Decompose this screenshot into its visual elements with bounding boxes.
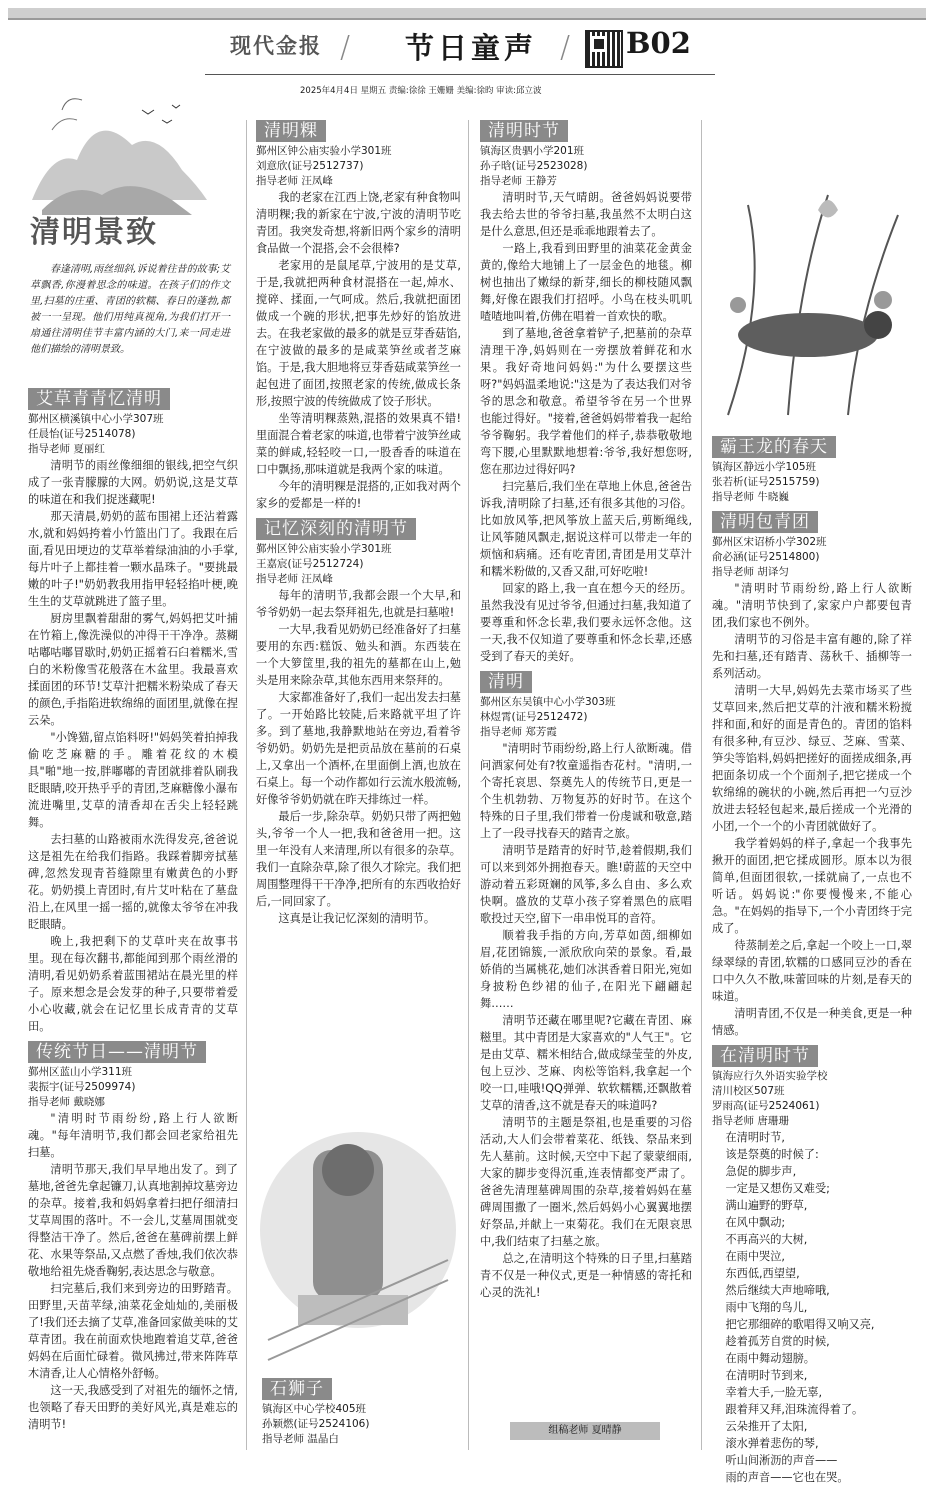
paragraph: 晚上,我把剩下的艾草叶夹在故事书里。现在每次翻书,都能闻到那个雨丝滑的清明,看见奶奶系着蓝围裙站在晨光里的样子。原来想念是会发芽的种子,只要带着爱小心收藏,就会在记忆里长成青青的艾草田。 xyxy=(28,935,238,1033)
poem-line: 在清明时节到来, xyxy=(725,1369,808,1382)
teacher: 指导老师 汪凤峰 xyxy=(256,175,333,187)
artwork-title: 石狮子 xyxy=(262,1378,332,1400)
teacher: 指导老师 夏丽红 xyxy=(28,443,105,455)
teacher: 指导老师 唐珊珊 xyxy=(712,1115,789,1127)
poem-line: 雨中飞翔的鸟儿, xyxy=(725,1301,808,1314)
brand-name: 现代金报 xyxy=(230,33,322,58)
teacher: 指导老师 温晶白 xyxy=(262,1433,339,1445)
paragraph: 扫完墓后,我们坐在草地上休息,爸爸告诉我,清明除了扫墓,还有很多其他的习俗。比如放风筝,把风筝放上蓝天后,剪断绳线,让风筝随风飘走,据说这样可以带走一年的烦恼和病痛。还有吃青团,青团是用艾草汁和糯米粉做的,又香又甜,可好吃啦! xyxy=(480,480,692,578)
page-number: B02 xyxy=(626,26,691,60)
paragraph: 清明节的主题是祭祖,也是重要的习俗活动,大人们会带着菜花、纸钱、祭品来到先人墓前。这时候,天空中下起了蒙蒙细雨,大家的脚步变得沉重,连表情都变严肃了。爸爸先清理墓碑周围的杂草,接着妈妈在墓碑周围撒了一圈米,然后妈妈小心翼翼地摆好祭品,并献上一束菊花。我们在无限哀思中,我们结束了扫墓之旅。 xyxy=(480,1116,692,1248)
paragraph: 顺着我手指的方向,芳草如茵,细柳如眉,花团锦簇,一派欣欣向荣的景象。看,最娇俏的当属桃花,她们冰淇香着日阳光,宛如身披粉色纱裙的仙子,在阳光下翩翩起舞…… xyxy=(480,929,692,1010)
intro-text: 春逢清明,雨丝细斜,诉说着往昔的故事;艾草飘香,你漫着思念的味道。在孩子们的作文里,扫墓的庄重、青团的软糯、春日的蓬勃,都被一一呈现。他们用纯真视角,为我们打开一扇通往清明佳节丰富内涵的大门,来一同走进他们描绘的清明景致。 xyxy=(30,264,230,355)
poem-line: 该是祭奠的时候了: xyxy=(725,1148,819,1161)
artwork-title: 霸王龙的春天 xyxy=(712,436,836,458)
paragraph: 我的老家在江西上饶,老家有种食物叫清明粿;我的新家在宁波,宁波的清明节吃青团。我突发奇想,将新旧两个家乡的清明食品做一个混搭,会不会很棒? xyxy=(256,191,461,255)
paragraph: "清明时节雨纷纷,路上行人欲断魂。"清明节快到了,家家户户都要包青团,我们家也不例外。 xyxy=(712,582,912,629)
paragraph: 最后一步,除杂草。奶奶只带了两把勉头,爷爷一个人一把,我和爸爸用一把。这里一年没有人来清理,所以有很多的杂草。我们一直除杂草,除了很久才除完。我们把周围整理得干干净净,把所有的东西收拾好后,一同回家了。 xyxy=(256,810,461,908)
author: 张若析(证号2515759) xyxy=(712,476,820,488)
teacher: 指导老师 牛晓巍 xyxy=(712,491,789,503)
author: 任晨怡(证号2514078) xyxy=(28,428,136,440)
paragraph: 到了墓地,爸爸拿着铲子,把墓前的杂草清理干净,妈妈则在一旁摆放着鲜花和水果。我好奇地问妈妈:"为什么要摆这些呀?"妈妈温柔地说:"这是为了表达我们对爷爷的思念和敬意。希望爷爷在另一个世界也能过得好。"接着,爸爸妈妈带着我一起给爷爷鞠躬。我学着他们的样子,恭恭敬敬地弯下腰,心里默默地想着:爷爷,我好想您呀,您在那边过得好吗? xyxy=(480,327,692,476)
paragraph: 清明节的习俗是丰富有趣的,除了祥先和扫墓,还有踏青、荡秋千、插柳等一系列活动。 xyxy=(712,633,912,680)
paragraph: 去扫墓的山路被雨水洗得发亮,爸爸说这是祖先在给我们指路。我踩着脚旁拭墓碑,忽然发现青苔缝隙里有嫩黄色的小野花。奶奶摸上青团时,有片艾叶粘在了墓盘沿上,在风里一摇一摇的,就像太爷爷在冲我眨眼睛。 xyxy=(28,833,238,931)
paragraph: 大家都准备好了,我们一起出发去扫墓了。一开始路比较陡,后来路就平坦了许多。到了墓地,我静默地站在旁边,看着爷爷奶奶。奶奶先是把贡品放在墓前的石桌上,又拿出一个酒杯,在里面倒上酒,也放在石桌上。每一个动作都如行云流水般流畅,好像爷爷奶奶就在昨天排练过一样。 xyxy=(256,691,461,806)
paragraph: 坐等清明粿蒸熟,混搭的效果真不错!里面混合着老家的味道,也带着宁波笋丝咸菜的鲜咸,轻轻咬一口,一股香香的味道在口中飘扬,那味道就是我两个家的味道。 xyxy=(256,412,461,476)
school: 鄞州区东吴镇中心小学303班 xyxy=(480,696,616,708)
poem-line: 然后继续大声地啼哦, xyxy=(725,1284,830,1297)
school-campus: 清川校区507班 xyxy=(712,1085,785,1097)
article-title: 在清明时节 xyxy=(712,1045,818,1067)
article-title: 清明时节 xyxy=(480,120,568,142)
dragon-drawing xyxy=(708,175,918,425)
author: 孙颖燃(证号2524106) xyxy=(262,1418,370,1430)
feature-intro xyxy=(30,262,230,358)
school: 鄞州区钟公庙实验小学301班 xyxy=(256,145,392,157)
masthead-rule xyxy=(205,74,715,75)
poem-line: 不再高兴的大树, xyxy=(725,1233,808,1246)
poem-line: 雨的声音——它也在哭。 xyxy=(725,1471,849,1484)
masthead xyxy=(160,26,720,70)
column-divider xyxy=(468,120,469,1450)
top-rule xyxy=(8,8,926,20)
column-2 xyxy=(256,114,461,927)
author: 罗雨高(证号2524061) xyxy=(712,1100,820,1112)
poem-body xyxy=(712,1129,912,1486)
poem-line: 跟着拜又拜,泪珠流得着了。 xyxy=(725,1403,864,1416)
paragraph: 清明时节,天气晴朗。爸爸妈妈说要带我去给去世的爷爷扫墓,我虽然不太明白这是什么意思,但还是乖乖地跟着去了。 xyxy=(480,191,692,238)
column-4 xyxy=(712,430,912,1486)
paragraph: 回家的路上,我一直在想今天的经历。虽然我没有见过爷爷,但通过扫墓,我知道了要尊重和怀念长辈,我们要永远怀念他。这一天,我不仅知道了要尊重和怀念长辈,还感受到了春天的美好。 xyxy=(480,582,692,663)
teacher: 指导老师 汪凤峰 xyxy=(256,573,333,585)
paragraph: 一大早,我看见奶奶已经准备好了扫墓要用的东西:糕饭、勉头和酒。东西装在一个大箩筐里,我的祖先的墓都在山上,勉头是用来除杂草,其他东西用来祭拜的。 xyxy=(256,623,461,687)
author: 刘意欣(证号2512737) xyxy=(256,160,364,172)
section-title: 节日童声 xyxy=(405,31,538,65)
article-title: 清明 xyxy=(480,671,532,693)
paragraph: "清明时节雨纷纷,路上行人欲断魂。"每年清明节,我们都会回老家给祖先扫墓。 xyxy=(28,1112,238,1159)
paragraph: "清明时节雨纷纷,路上行人欲断魂。借问酒家何处有?牧童遥指杏花村。"清明,一个寄托哀思、祭奠先人的传统节日,更是一个生机勃勃、万物复苏的好时节。在这个特殊的日子里,我们带着一份虔诚和敬意,踏上了一段寻找春天的踏青之旅。 xyxy=(480,742,692,840)
poem-line: 把它那细碎的歌唱得又响又亮, xyxy=(725,1318,875,1331)
article-title: 艾草青青忆清明 xyxy=(28,388,170,410)
poem-line: 滚水弹着悲伤的琴, xyxy=(725,1437,819,1450)
school: 鄞州区钟公庙实验小学301班 xyxy=(256,543,392,555)
editor-note: 组稿老师 夏晴静 xyxy=(510,1422,660,1440)
divider-slash: / xyxy=(560,30,571,65)
paragraph: 清明节还藏在哪里呢?它藏在青团、麻糍里。其中青团是大家喜欢的"人气王"。它是由艾草、糯米相结合,做成绿莹莹的外皮,包上豆沙、芝麻、肉松等馅料,我拿起一个咬一口,哇哦!QQ弹弹、软软糯糯,还飘散着艾草的清香,这不就是春天的味道吗? xyxy=(480,1014,692,1112)
column-divider xyxy=(701,120,702,1450)
poem-line: 趁着孤芳自赏的时候, xyxy=(725,1335,830,1348)
paragraph: 今年的清明粿是混搭的,正如我对两个家乡的爱都是一样的! xyxy=(256,480,461,510)
teacher: 指导老师 郑芳霞 xyxy=(480,726,557,738)
feature-title: 清明景致 xyxy=(30,215,158,250)
column-1 xyxy=(28,382,238,1433)
paragraph: 清明青团,不仅是一种美食,更是一种情感。 xyxy=(712,1007,912,1037)
author: 俞必涵(证号2514800) xyxy=(712,551,820,563)
poem-line: 一定是又想伤又难受; xyxy=(725,1182,830,1195)
author: 孙子晗(证号2523028) xyxy=(480,160,588,172)
column-divider xyxy=(246,120,247,1450)
poem-line: 急促的脚步声, xyxy=(725,1165,797,1178)
author: 王嘉宸(证号2512724) xyxy=(256,558,364,570)
article-title: 记忆深刻的清明节 xyxy=(256,518,416,540)
poem-line: 在雨中舞动翅膀。 xyxy=(725,1352,815,1365)
poem-line: 满山遍野的野草, xyxy=(725,1199,808,1212)
school: 镇海区贵驷小学201班 xyxy=(480,145,585,157)
paragraph: 这真是让我记忆深刻的清明节。 xyxy=(278,912,436,925)
author: 林煜霄(证号2512472) xyxy=(480,711,588,723)
paragraph: 厨房里飘着甜甜的雾气,妈妈把艾叶捕在竹箱上,像洗澡似的冲得干干净净。蒸糊咕嘟咕嘟冒歇时,奶奶正摇着石臼着糯米,雪白的米粉像雪花般落在木盆里。我最喜欢揉面团的环节!艾草汁把糯米粉染成了春天的颜色,手指陷进软绵绵的面团里,就像在捏云朵。 xyxy=(28,612,238,727)
column-3 xyxy=(480,114,692,1301)
poem-line: 在风中飘动; xyxy=(725,1216,786,1229)
school: 鄞州区宋诏桥小学302班 xyxy=(712,536,827,548)
teacher: 指导老师 王静芳 xyxy=(480,175,557,187)
paragraph: 这一天,我感受到了对祖先的缅怀之情,也领略了春天田野的美好风光,真是难忘的清明节! xyxy=(28,1384,238,1431)
stone-lion-caption xyxy=(262,1372,462,1447)
poem-line: 在雨中哭泣, xyxy=(725,1250,785,1263)
school: 镇海应行久外语实验学校 xyxy=(712,1070,828,1082)
poem-line: 在清明时节, xyxy=(725,1131,785,1144)
qr-code-icon xyxy=(585,30,623,68)
teacher: 指导老师 胡译匀 xyxy=(712,566,789,578)
dateline: 2025年4月4日 星期五 责编:徐徐 王姗姗 美编:徐昀 审读:邱立波 xyxy=(300,86,542,96)
poem-line: 云朵推开了太阳, xyxy=(725,1420,808,1433)
paragraph: 那天清晨,奶奶的蓝布围裙上还沾着露水,就和妈妈挎着小竹篮出门了。我跟在后面,看见田埂边的艾草举着绿油油的小手掌,每片叶子上都挂着一颗水晶珠子。"要挑最嫩的叶子!"奶奶教我用指甲轻轻掐叶梗,晚生生的艾草就跳进了篮子里。 xyxy=(28,510,238,608)
paragraph: 待蒸制差之后,拿起一个咬上一口,翠绿翠绿的青团,软糯的口感同豆沙的香在口中久久不散,味蕾回味的片刻,是春天的味道。 xyxy=(712,939,912,1003)
paragraph: 清明节的雨丝像细细的银线,把空气织成了一张青朦朦的大网。奶奶说,这是艾草的味道在和我们捉迷藏呢! xyxy=(28,459,238,506)
paragraph: 总之,在清明这个特殊的日子里,扫墓踏青不仅是一种仪式,更是一种情感的寄托和心灵的洗礼! xyxy=(480,1252,692,1299)
paragraph: 我学着妈妈的样子,拿起一个我事先揪开的面团,把它揉成圆形。原本以为很简单,但面团很软,一揉就扁了,一点也不听话。妈妈说:"你要慢慢来,不能心急。"在妈妈的指导下,一个小青团终于完成了。 xyxy=(712,837,912,935)
stone-lion-drawing xyxy=(258,1110,458,1370)
poem-line: 幸着大手,一脸无辜, xyxy=(725,1386,823,1399)
paragraph: 清明节那天,我们早早地出发了。到了墓地,爸爸先拿起镰刀,认真地割掉坟墓旁边的杂草。接着,我和妈妈拿着扫把仔细清扫艾草周围的落叶。不一会儿,艾墓周围就变得整洁干净了。然后,爸爸在墓碑前摆上鲜花、水果等祭品,又点燃了香烛,我们依次恭敬地给祖先烧香鞠躬,表达思念与敬意。 xyxy=(28,1163,238,1278)
paragraph: 扫完墓后,我们来到旁边的田野踏青。田野里,天苗苹绿,油菜花金灿灿的,美丽极了!我们还去摘了艾草,准备回家做美味的艾草青团。我在前面欢快地跑着追艾草,爸爸妈妈在后面忙碌着。微风拂过,带来阵阵草木清香,让人心情格外舒畅。 xyxy=(28,1282,238,1380)
poem-line: 听山间淅沥的声音—— xyxy=(725,1454,838,1467)
paragraph: 一路上,我看到田野里的油菜花金黄金黄的,像给大地铺上了一层金色的地毯。柳树也抽出了嫩绿的新芽,细长的柳枝随风飘舞,好像在跟我们打招呼。小鸟在枝头叽叽喳喳地叫着,仿佛在唱着一首欢快的歌。 xyxy=(480,242,692,323)
paragraph: 清明节是踏青的好时节,趁着假期,我们可以来到郊外拥抱春天。瞧!蔚蓝的天空中游动着五彩斑斓的风筝,多么自由、多么欢快啊。盛放的艾草小孩子穿着黑色的底唱歌投过天空,留下一串串悦耳的音符。 xyxy=(480,844,692,925)
paragraph: "小馋猫,留点馅料呀!"妈妈笑着拍掉我偷吃芝麻糖的手。雕着花纹的木模具"啪"地一按,胖嘟嘟的青团就排着队刷我眨眼睛,咬开热乎乎的青团,芝麻糖像小瀑布流进嘴里,艾草的清香却在舌尖上轻轻跳舞。 xyxy=(28,731,238,829)
article-title: 清明粿 xyxy=(256,120,326,142)
school: 镇海区中心学校405班 xyxy=(262,1403,367,1415)
article-title: 传统节日——清明节 xyxy=(28,1041,206,1063)
author: 裴振宇(证号2509974) xyxy=(28,1081,136,1093)
article-title: 清明包青团 xyxy=(712,511,818,533)
paragraph: 清明一大早,妈妈先去菜市场买了些艾草回来,然后把艾草的汁液和糯米粉搅拌和面,和好的面是青色的。青团的馅料有很多种,有豆沙、绿豆、芝麻、雪菜、笋尖等馅料,妈妈把搓好的面搓成细条,再把面条切成一个个面剂子,把它搓成一个软绵绵的碗状的小碗,然后再把一勺豆沙放进去轻轻包起来,最后搓成一个光滑的小团,一个一个的小青团就做好了。 xyxy=(712,684,912,833)
school: 镇海区静远小学105班 xyxy=(712,461,817,473)
divider-slash: / xyxy=(340,30,351,65)
school: 鄞州区蓝山小学311班 xyxy=(28,1066,133,1078)
school: 鄞州区横溪镇中心小学307班 xyxy=(28,413,164,425)
paragraph: 每年的清明节,我都会跟一个大早,和爷爷奶奶一起去祭拜祖先,也就是扫墓啦! xyxy=(256,589,461,619)
poem-line: 东西低,西望望, xyxy=(725,1267,800,1280)
teacher: 指导老师 戴晓娜 xyxy=(28,1096,105,1108)
paragraph: 老家用的是鼠尾草,宁波用的是艾草,于是,我就把两种食材混搭在一起,焯水、搅碎、揉面,一气呵成。然后,我就把面团做成一个碗的形状,把事先炒好的馅放进去。在我老家做的最多的就是豆芽香菇馅,在宁波做的最多的是咸菜笋丝或者芝麻馅。于是,我大胆地将豆芽香菇咸菜笋丝一起包进了面团,按照老家的传统,做成长条形,按照宁波的传统做成了饺子形状。 xyxy=(256,259,461,408)
